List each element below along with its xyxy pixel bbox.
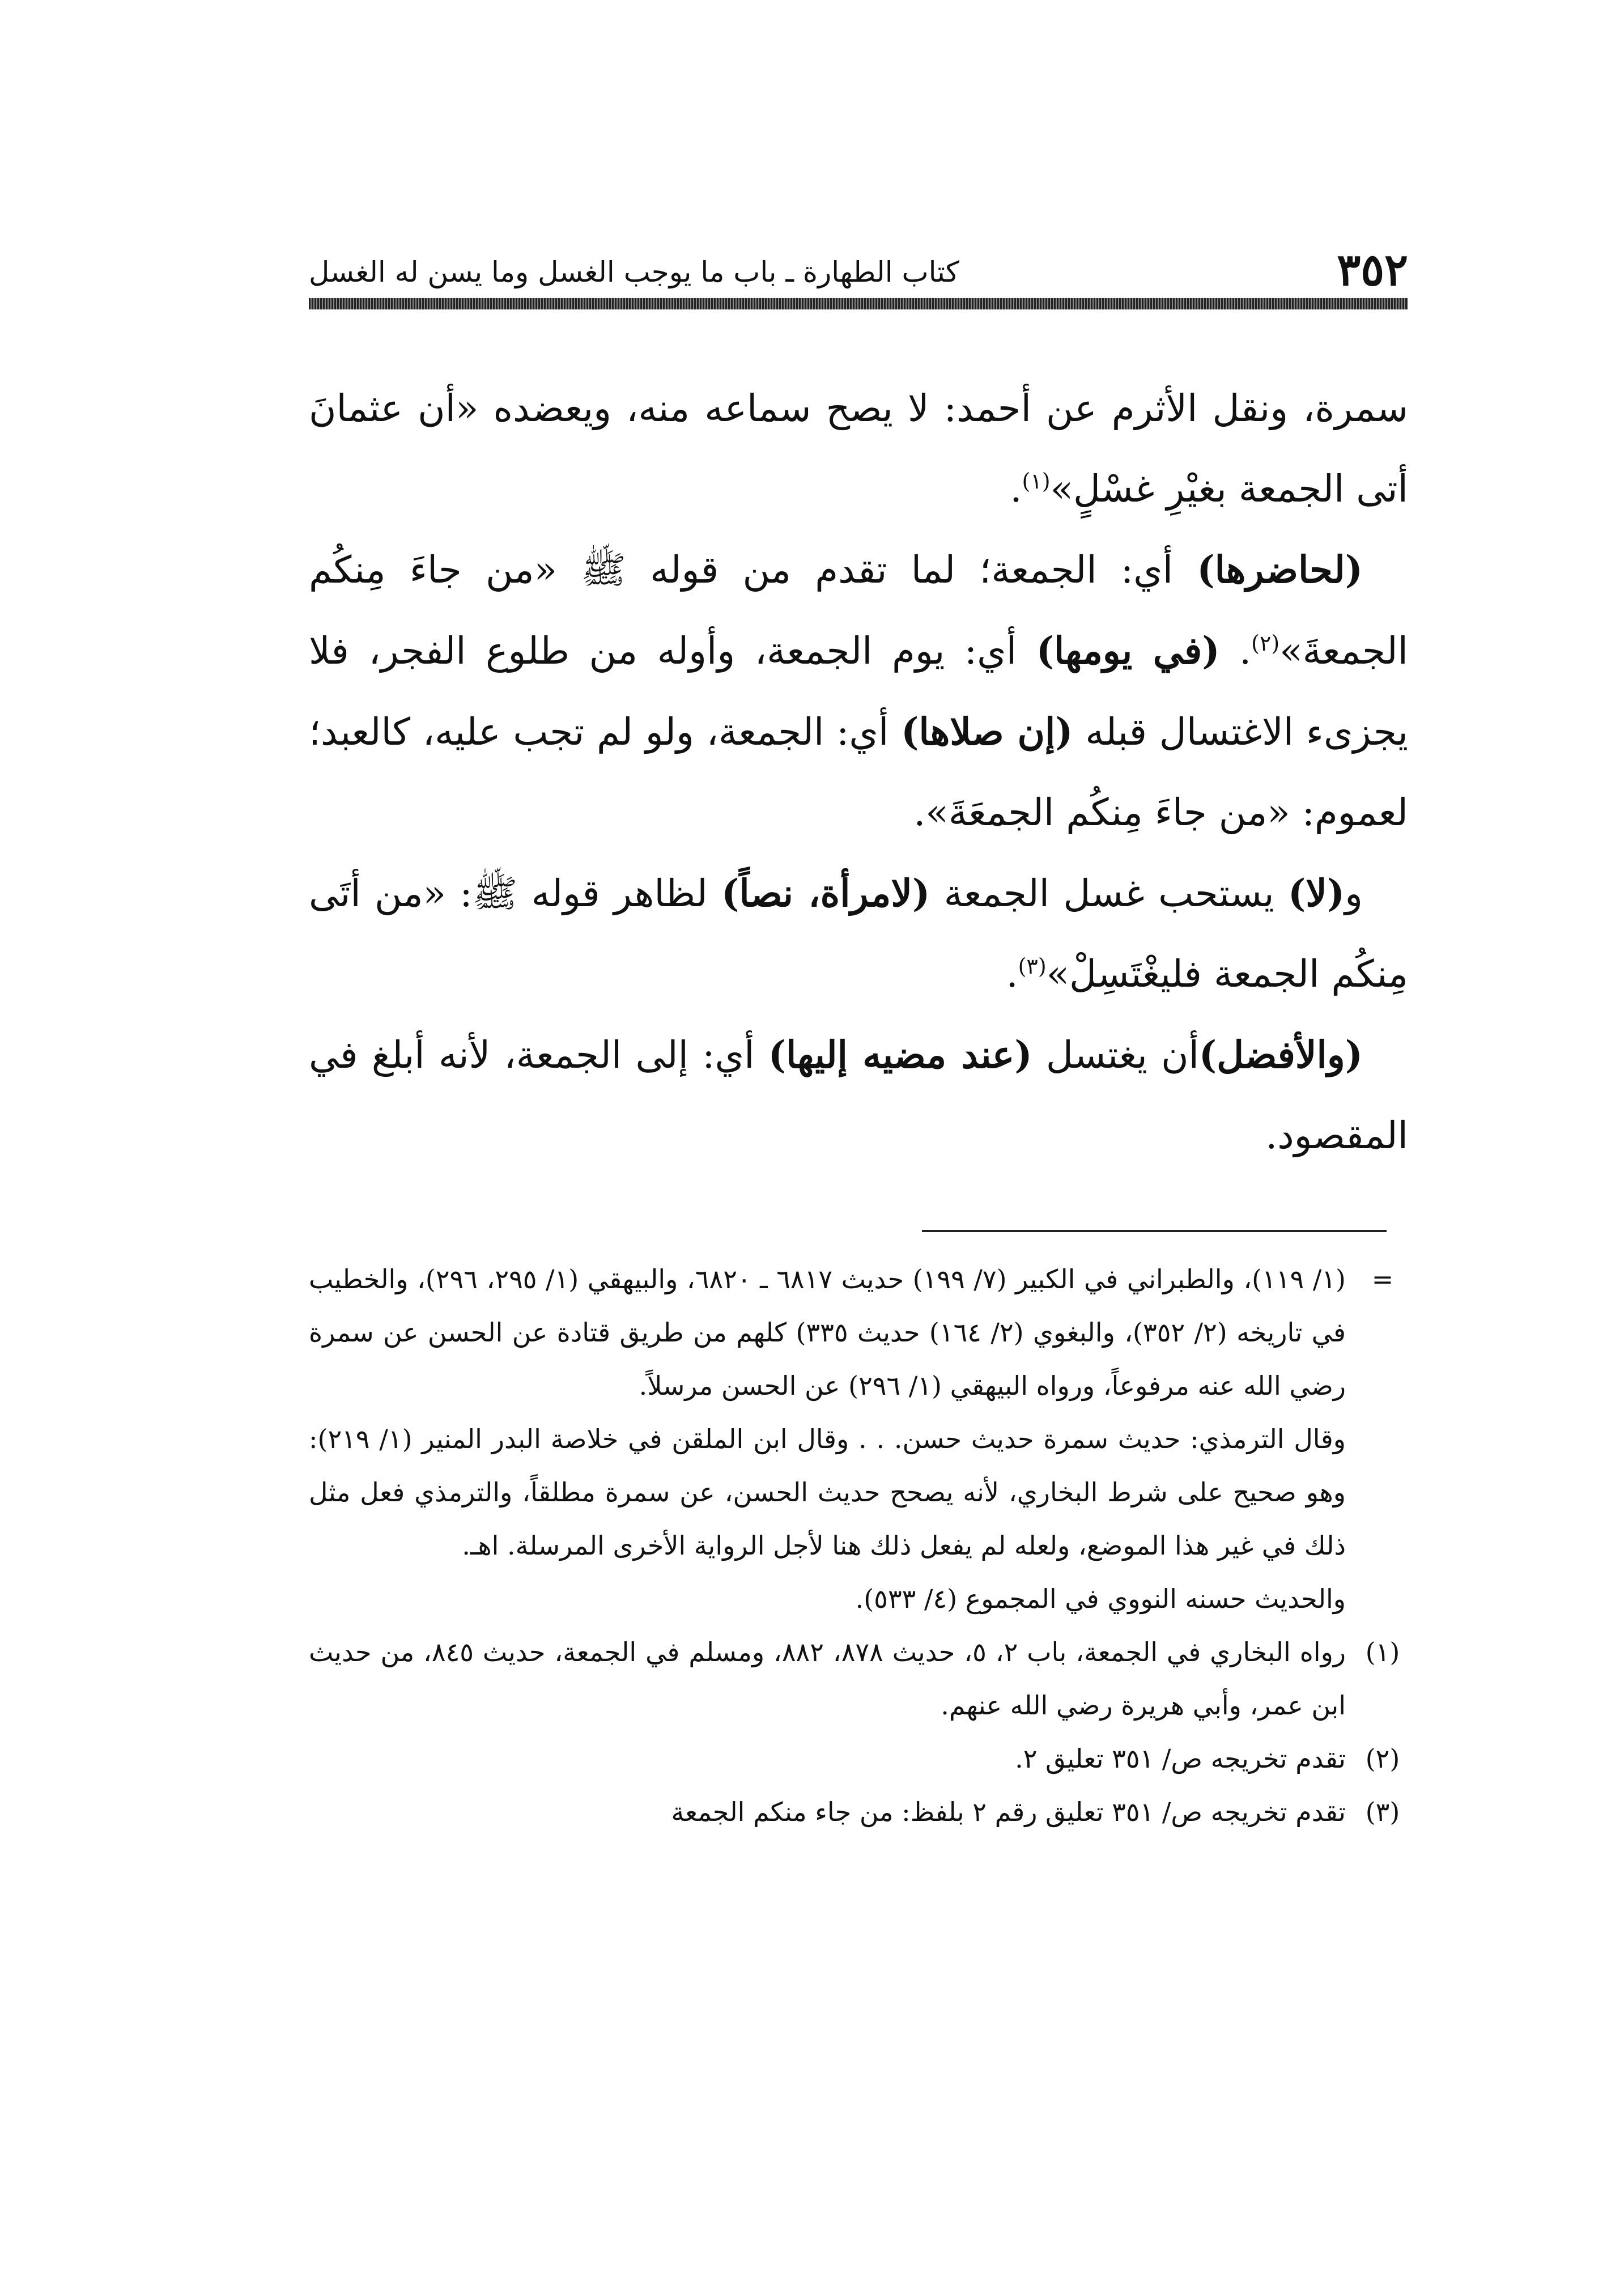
paragraph-text: و [1345,872,1363,915]
page-number: ٣٥٢ [1337,244,1408,296]
footnote-2 [309,1732,1408,1785]
header-rule [309,298,1408,309]
footnote-ref[interactable]: (١) [1022,469,1051,494]
footnote-ref[interactable]: (٢) [1251,631,1280,656]
footnote-mark: = [1371,1264,1394,1294]
footnote-text: والحديث حسنه النووي في المجموع (٤/ ٥٣٣). [855,1583,1346,1614]
paragraph-text: أن يغتسل [1032,1033,1199,1077]
running-title: كتاب الطهارة ـ باب ما يوجب الغسل وما يسن له الغسل [309,256,959,288]
matn-term: (عند مضيه إليها) [768,1033,1032,1077]
footnote-text: (١/ ١١٩)، والطبراني في الكبير (٧/ ١٩٩) حديث ٦٨١٧ ـ ٦٨٢٠، والبيهقي (١/ ٢٩٥، ٢٩٦)، والخطيب في تاريخه (٢/ ٣٥٢)، والبغوي (٢/ ١٦٤) حديث ٣٣٥) كلهم من طريق قتادة عن الحسن عن سمرة رضي الله عنه مرفوعاً، ورواه البيهقي (١/ ٢٩٦) عن الحسن مرسلاً. [309,1264,1346,1401]
paragraph-text: يستحب غسل الجمعة [930,872,1288,915]
matn-term: (لحاضرها) [1197,547,1363,592]
paragraph-3 [309,853,1408,1014]
footnote-text: تقدم تخريجه ص/ ٣٥١ تعليق ٢. [1015,1743,1346,1774]
footnote-ref[interactable]: (٣) [1018,954,1047,979]
footnote-1 [309,1625,1408,1732]
matn-term: (والأفضل) [1198,1033,1363,1077]
paragraph-text: سمرة، ونقل الأثرم عن أحمد: لا يصح سماعه منه، ويعضده «أن عثمانَ أتى الجمعة بغيْرِ غسْلٍ» [309,387,1408,511]
paragraph-text: أي: الجمعة؛ لما تقدم من قوله ﷺ «من جاءَ مِنكُم الجمعةَ» [309,548,1408,673]
footnote-mark: (٣) [1365,1797,1400,1827]
main-text [309,368,1408,1176]
paragraph-1 [309,368,1408,529]
footnote-3 [309,1785,1408,1838]
footnote-mark: (٢) [1365,1743,1400,1774]
matn-term: (لامرأة، نصاً) [721,871,930,915]
footnote-text: رواه البخاري في الجمعة، باب ٢، ٥، حديث ٨٧٨، ٨٨٢، ومسلم في الجمعة، حديث ٨٤٥، من حديث ابن عمر، وأبي هريرة رضي الله عنهم. [309,1637,1346,1721]
running-header [309,245,1408,296]
footnote-continued [309,1252,1408,1625]
footnote-text: تقدم تخريجه ص/ ٣٥١ تعليق رقم ٢ بلفظ: من جاء منكم الجمعة [671,1797,1346,1827]
matn-term: (إن صلاها) [901,710,1073,754]
paragraph-text: لظاهر قوله ﷺ: «من أتَى مِنكُم الجمعة فليغْتَسِلْ» [309,872,1408,996]
paragraph-2 [309,529,1408,853]
matn-term: (لا) [1288,871,1345,915]
paragraph-end: . [1010,467,1022,511]
paragraph-text: . [1219,629,1252,673]
footnotes [309,1252,1408,1838]
footnote-separator [922,1230,1387,1232]
paragraph-end: . [1006,952,1018,996]
footnote-text: وقال الترمذي: حديث سمرة حديث حسن. . . وقال ابن الملقن في خلاصة البدر المنير (١/ ٢١٩): وهو صحيح على شرط البخاري، لأنه يصحح حديث الحسن، عن سمرة مطلقاً، والترمذي فعل مثل ذلك في غير هذا الموضع، ولعله لم يفعل ذلك هنا لأجل الرواية الأخرى المرسلة. اهـ. [309,1424,1346,1561]
matn-term: (في يومها) [1036,629,1220,673]
paragraph-text: أي: إلى الجمعة، لأنه أبلغ في المقصود. [309,1033,1408,1157]
paragraph-4 [309,1014,1408,1176]
paragraph-text: أي: الجمعة، ولو لم تجب عليه، كالعبد؛ لعموم: «من جاءَ مِنكُم الجمعَةَ». [309,710,1408,834]
paragraph-text: أي: يوم الجمعة، وأوله من طلوع الفجر، فلا يجزىء الاغتسال قبله [309,629,1408,754]
footnote-mark: (١) [1365,1637,1400,1667]
